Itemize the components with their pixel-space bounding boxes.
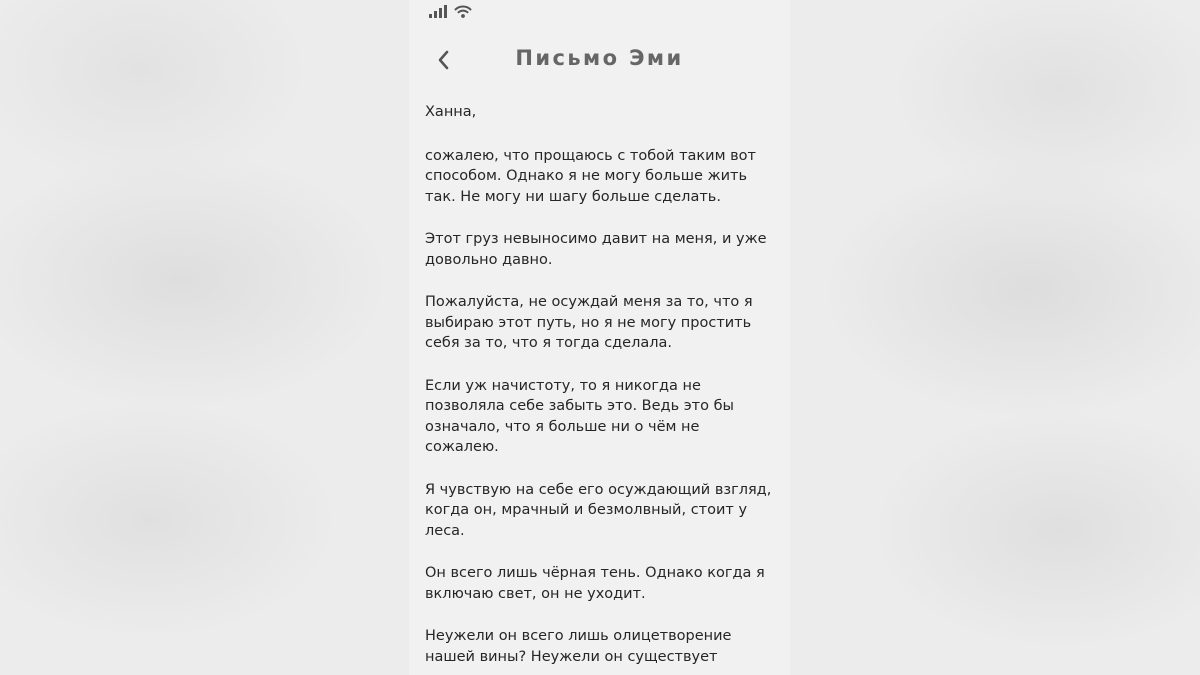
letter-body <box>425 102 775 675</box>
letter-paragraph: Если уж начистоту, то я никогда не позволяла себе забыть это. Ведь это бы означало, что я больше ни о чём не сожалею. <box>425 377 735 455</box>
wifi-icon <box>454 3 472 19</box>
phone-screen <box>409 0 790 675</box>
letter-paragraph: Он всего лишь чёрная тень. Однако когда я включаю свет, он не уходит. <box>425 565 765 602</box>
letter-paragraph: сожалею, что прощаюсь с тобой таким вот способом. Однако я не могу больше жить так. Не могу ни шагу больше сделать. <box>425 147 757 205</box>
letter-greeting: Ханна, <box>425 104 477 120</box>
header-bar <box>409 40 790 84</box>
letter-paragraph: Неужели он всего лишь олицетворение нашей вины? Неужели он существует <box>425 628 732 665</box>
letter-paragraph: Пожалуйста, не осуждай меня за то, что я выбираю этот путь, но я не могу простить себя за то, что я тогда сделала. <box>425 294 753 351</box>
page-title: Письмо Эми <box>515 46 684 70</box>
letter-paragraph: Этот груз невыносимо давит на меня, и уже довольно давно. <box>425 231 767 268</box>
letter-paragraph: Я чувствую на себе его осуждающий взгляд, когда он, мрачный и безмолвный, стоит у леса. <box>425 481 772 539</box>
cellular-signal-icon <box>429 4 449 18</box>
